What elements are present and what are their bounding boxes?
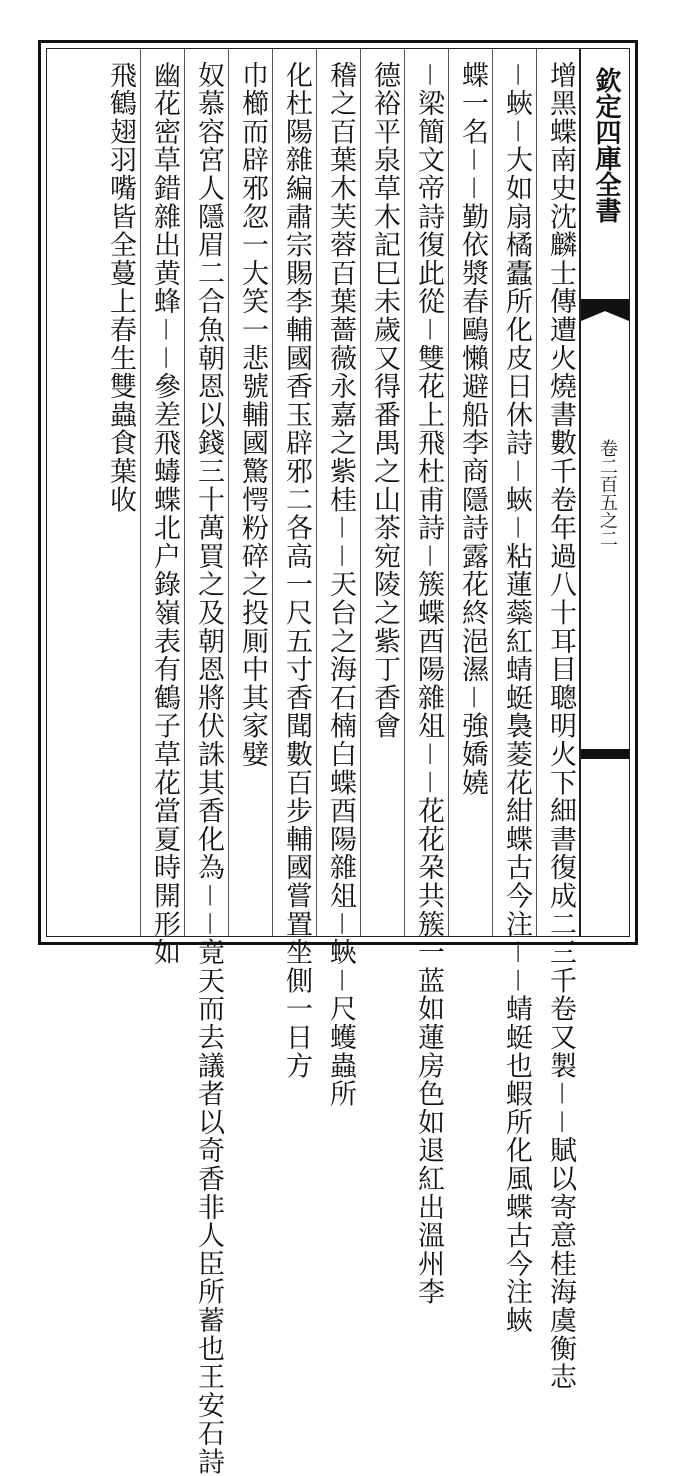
- column-rule: [404, 49, 405, 936]
- column-rule: [492, 49, 493, 936]
- text-column-11: 飛鶴翅羽嘴皆全蔓上春生雙蟲食葉收: [105, 61, 136, 514]
- text-column-6: 稽之百葉木芙蓉百葉薔薇永嘉之紫桂－－天台之海石楠白蝶酉陽雜俎－蛺－尺蠖蟲所: [325, 61, 356, 1109]
- column-rule: [272, 49, 273, 936]
- column-rule: [448, 49, 449, 936]
- text-block: [46, 48, 630, 1476]
- text-column-5: 德裕平泉草木記巳未歲又得番禺之山茶宛陵之紫丁香會: [369, 61, 400, 741]
- text-column-4: －梁簡文帝詩復此從－雙花上飛杜甫詩－簇蝶酉陽雜俎－－花花朶共簇一蓝如蓮房色如退紅出溫州李: [413, 61, 444, 1307]
- text-column-10: 幽花密草錯雜出黄蜂－－參差飛蝳蝶北户錄嶺表有鶴子草花當夏時開形如: [149, 61, 180, 967]
- column-rule: [184, 49, 185, 936]
- block-heart-margin: [579, 49, 629, 936]
- juan-number: 卷二百五之二: [597, 439, 618, 547]
- fishtail-ornament: [581, 749, 629, 759]
- book-title: 欽定四庫全書: [591, 67, 621, 223]
- fishtail-ornament: [581, 299, 629, 321]
- text-column-8: 巾櫛而辟邪忽一大笑一悲號輔國驚愕粉碎之投厠中其家嬖: [237, 61, 268, 769]
- column-rule: [140, 49, 141, 936]
- column-rule: [228, 49, 229, 936]
- text-column-3: 蝶一名－－勤依漿春鷗懶避船李商隱詩露花終浥濕－強嬌嬈: [457, 61, 488, 797]
- column-rule: [316, 49, 317, 936]
- text-column-7: 化杜陽雜編肅宗賜李輔國香玉辟邪二各高一尺五寸香聞數百步輔國嘗置坐側一日方: [281, 61, 312, 1080]
- text-column-9: 奴慕容宮人隱眉二合魚朝恩以錢三十萬買之及朝恩將伏誅其香化為－－竟天而去議者以奇香非人臣所蓄也王安石詩: [193, 61, 224, 1476]
- page-frame: [38, 40, 638, 1476]
- text-column-1: 增黑蝶南史沈麟士傳遭火燒書數千卷年過八十耳目聰明火下細書復成二三千卷又製－－賦以寄意桂海虞衡志: [545, 61, 576, 1392]
- column-rule: [360, 49, 361, 936]
- text-column-2: －蛺－大如扇橘蠹所化皮日休詩－蛺－粘蓮蘂紅蜻蜓裊菱花紺蝶古今注－－蜻蜓也蝦所化風蝶古今注蛺: [501, 61, 532, 1335]
- column-rule: [536, 49, 537, 936]
